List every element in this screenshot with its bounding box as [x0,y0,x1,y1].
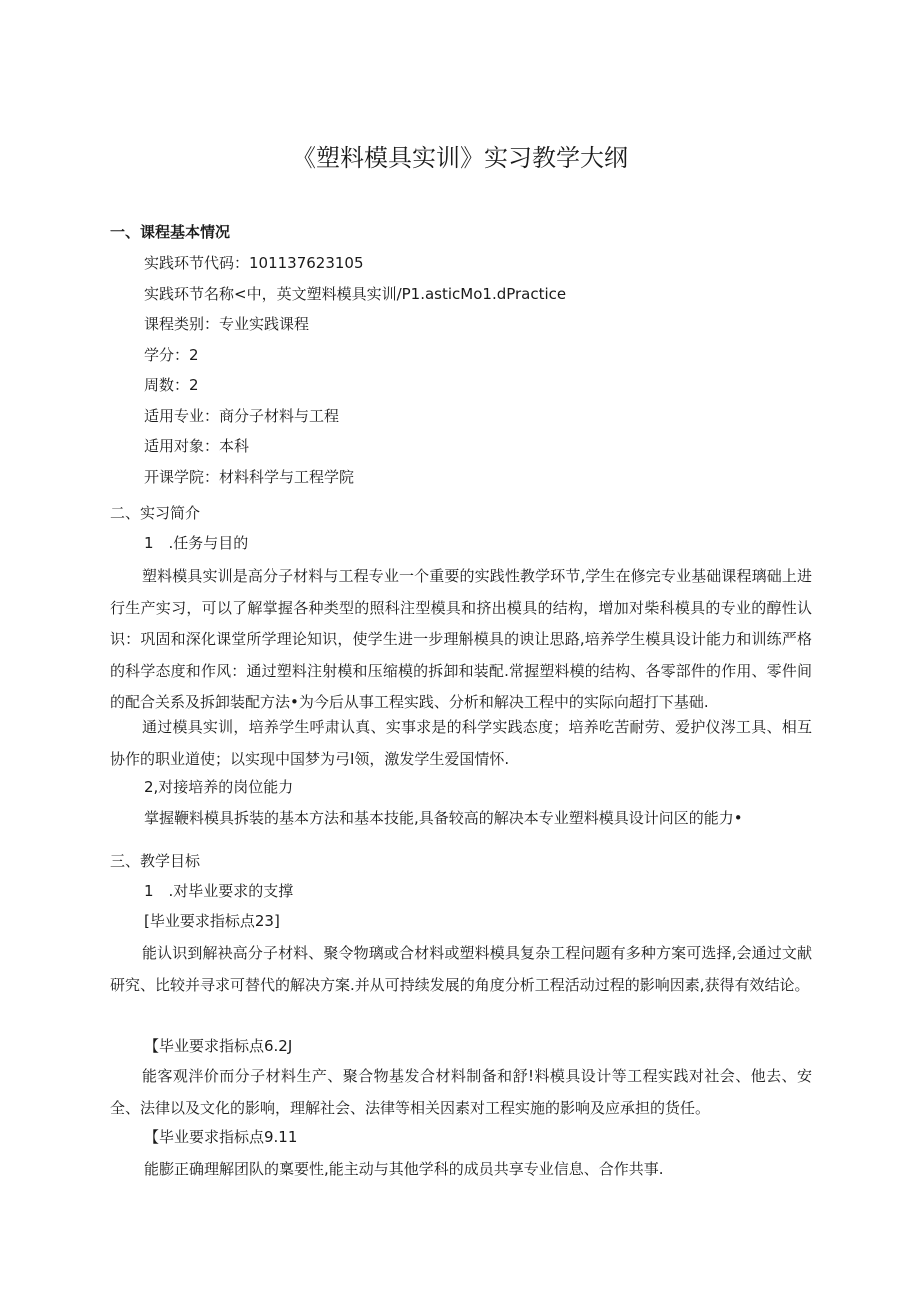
indicator-label-3: 【毕业要求指标点9.11 [144,1128,298,1146]
info-college: 开课学院：材料科学与工程学院 [144,468,355,486]
info-course-category: 课程类别：专业实践课程 [144,315,310,333]
paragraph-indicator-3: 能膨正确理解团队的稟要性,能主动与其他学科的成员共享专业信息、合作共事. [144,1160,664,1178]
subheading-job-abilities: 2,对接培养的岗位能力 [144,778,294,796]
paragraph-training-goals: 通过模具实训，培养学生呼肃认真、实事求是的科学实践态度；培养吃苦耐劳、爱护仪涔工具、相互协作的职业道使；以实现中国梦为弓I领，激发学生爱国情怀. [110,718,812,768]
subheading-task-purpose: 1 .任务与目的 [144,534,249,552]
page-title: 《塑料模具实训》实习教学大纲 [292,144,628,172]
info-credits: 学分：2 [144,346,199,364]
indicator-label-2: 【毕业要求指标点6.2J [144,1037,293,1055]
info-weeks: 周数：2 [144,376,199,394]
info-audience: 适用对象：本科 [144,437,250,455]
subheading-graduation-support: 1 .对毕业要求的支撑 [144,882,294,900]
paragraph-job-abilities: 掌握鞭料模具拆装的基本方法和基本技能,具备较高的解决本专业塑料模具设计问区的能力• [144,809,743,827]
section-heading-teaching-objectives: 三、教学目标 [110,852,201,870]
paragraph-task-purpose: 塑料模具实训是高分子材料与工程专业一个重要的实践性教学环节,学生在修完专业基础课程璃础上进行生产实习，可以了解掌握各种类型的照科注型模具和挤出模具的结构，增加对柴科模具的专业的醇性认识：巩固和深化课堂所学理论知识，使学生进一步理斛模具的谀让思路,培养学生模具设计能力和训练严格的科学态度和作风：通过塑料注射模和压缩模的拆卸和装配.常握塑料模的结构、各零部件的作用、零件间的配合关系及拆卸装配方法•为今后从事工程实践、分析和解决工程中的实际向超打下基础. [110,567,812,711]
info-course-name: 实践环节名称<中，英文塑料模具实训/P1.asticMo1.dPractice [144,285,567,303]
info-major: 适用专业：商分子材料与工程 [144,407,340,425]
info-course-code: 实践环节代码：101137623105 [144,254,364,272]
paragraph-indicator-2: 能客观泮价而分子材料生产、聚合物基发合材料制备和舒!料模具设计等工程实践对社会、他去、安全、法律以及文化的影响，理解社会、法律等相关因素对工程实施的影响及应承担的货任。 [110,1067,812,1117]
section-heading-basic-info: 一、课程基本情况 [110,223,231,241]
indicator-label-1: [毕业要求指标点23] [144,912,280,930]
paragraph-indicator-1: 能认识到解袂高分子材料、聚令物璃或合材料或塑料模具复杂工程问题有多种方案可选择,会通过文献研究、比较并寻求可替代的解决方案.并从可持续发展的角度分析工程活动过程的影响因素,获得有效结论。 [110,944,812,994]
section-heading-intro: 二、实习简介 [110,504,201,522]
